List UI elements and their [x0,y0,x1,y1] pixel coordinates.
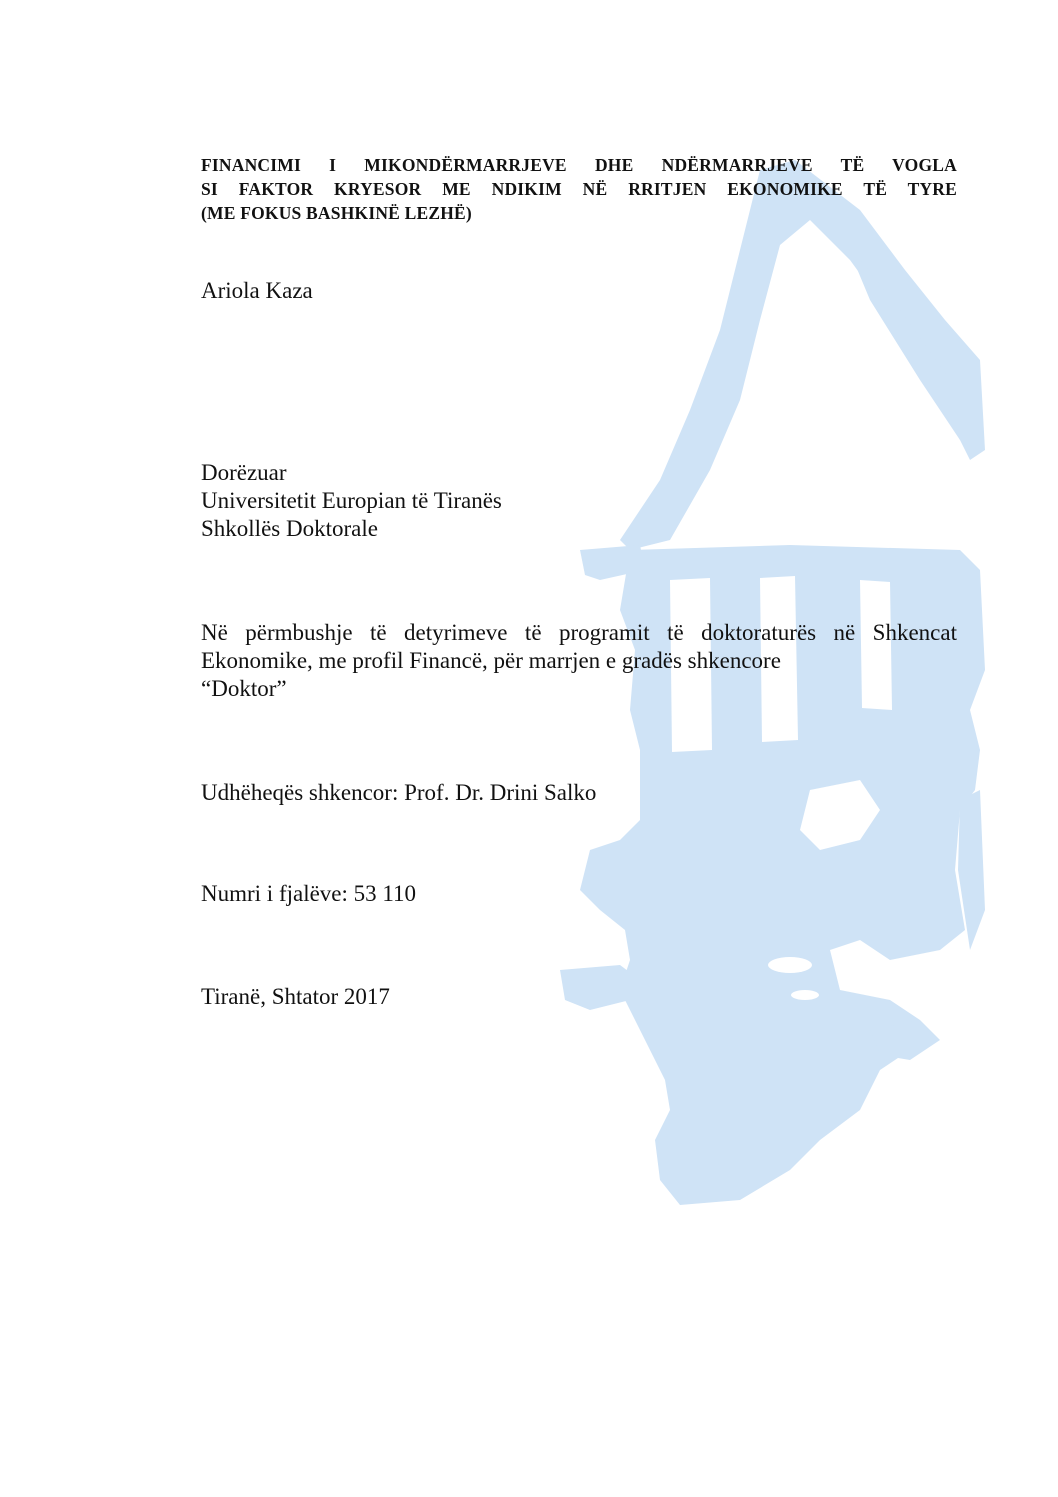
submitted-line: Dorëzuar [201,460,287,485]
title-line: FINANCIMI I MIKONDËRMARRJEVE DHE NDËRMARRJEVE TË VOGLA [201,155,957,175]
title-line: SI FAKTOR KRYESOR ME NDIKIM NË RRITJEN EKONOMIKE TË TYRE [201,179,957,199]
title-line: (ME FOKUS BASHKINË LEZHË) [201,203,472,223]
submitted-to [201,459,502,543]
submitted-line: Universitetit Europian të Tiranës [201,488,502,513]
thesis-title [201,153,957,225]
fulfilment-statement [201,619,957,703]
submitted-line: Shkollës Doktorale [201,516,378,541]
word-count: Numri i fjalëve: 53 110 [201,881,417,906]
degree-title: “Doktor” [201,676,287,701]
fulfilment-line: Ekonomike, me profil Financë, për marrjen e gradës shkencore [201,648,781,673]
author-name: Ariola Kaza [201,278,313,303]
fulfilment-line: Në përmbushje të detyrimeve të programit të doktoraturës në Shkencat [201,620,957,645]
scientific-advisor: Udhëheqës shkencor: Prof. Dr. Drini Salko [201,780,597,805]
document-page [201,0,957,1497]
place-and-date: Tiranë, Shtator 2017 [201,984,390,1009]
